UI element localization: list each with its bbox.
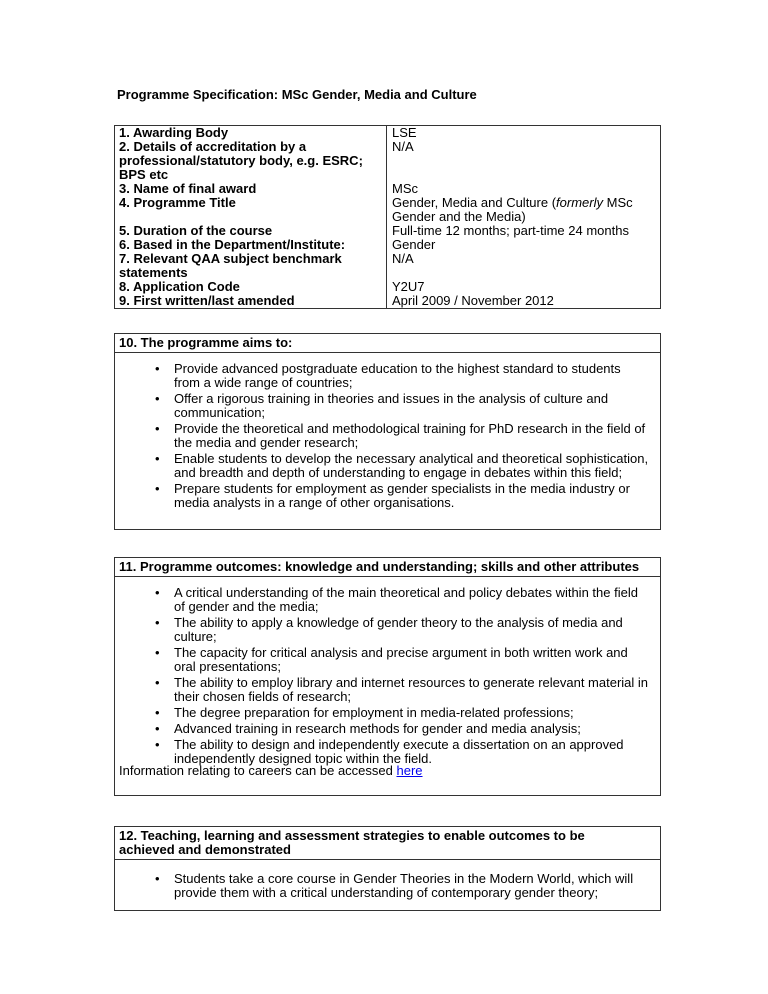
list-item-text: The capacity for critical analysis and precise argument in both written work and oral presentations; [174, 645, 628, 674]
list-item-text: The ability to apply a knowledge of gender theory to the analysis of media and culture; [174, 615, 623, 644]
list-item-text: The ability to employ library and internet resources to generate relevant material in their chosen fields of research; [174, 675, 649, 704]
list-item [115, 586, 660, 614]
bullet-icon: • [155, 615, 160, 630]
bullet-icon: • [155, 871, 160, 886]
list-item [115, 722, 660, 736]
list-item-text: A critical understanding of the main theoretical and policy debates within the field of gender and the media; [174, 585, 638, 614]
list-item-text: Prepare students for employment as gender specialists in the media industry or media analysts in a range of other organisations. [174, 481, 630, 510]
table-divider [386, 126, 387, 308]
section-programme-outcomes [114, 557, 661, 796]
bullet-icon: • [155, 421, 160, 436]
bullet-icon: • [155, 705, 160, 720]
programme-title-formerly: formerly [556, 195, 603, 210]
list-item [115, 482, 660, 510]
value-application-code: Y2U7 [392, 279, 425, 294]
label-final-award: 3. Name of final award [119, 181, 257, 196]
list-item-text: Offer a rigorous training in theories and issues in the analysis of culture and communication; [174, 391, 609, 420]
label-duration: 5. Duration of the course [119, 223, 273, 238]
list-item-text: Advanced training in research methods for gender and media analysis; [174, 721, 581, 736]
list-item [115, 452, 660, 480]
label-programme-title: 4. Programme Title [119, 195, 236, 210]
section-heading: 10. The programme aims to: [115, 334, 660, 353]
value-first-written: April 2009 / November 2012 [392, 293, 554, 308]
bullet-icon: • [155, 721, 160, 736]
value-duration: Full-time 12 months; part-time 24 months [392, 223, 629, 238]
bullet-icon: • [155, 391, 160, 406]
label-first-written: 9. First written/last amended [119, 293, 295, 308]
strategies-list [115, 872, 660, 900]
aims-list [115, 362, 660, 510]
bullet-icon: • [155, 481, 160, 496]
list-item-text: Provide the theoretical and methodological training for PhD research in the field of the media and gender research; [174, 421, 646, 450]
value-accreditation: N/A [392, 139, 414, 154]
list-item-text: The ability to design and independently execute a dissertation on an approved independently designed topic within the field. [174, 737, 624, 766]
list-item [115, 676, 660, 704]
value-programme-title [392, 196, 658, 224]
section-heading: 12. Teaching, learning and assessment strategies to enable outcomes to be achieved and demonstrated [115, 827, 660, 860]
value-department: Gender [392, 237, 436, 252]
list-item [115, 872, 660, 900]
label-department: 6. Based in the Department/Institute: [119, 237, 346, 252]
bullet-icon: • [155, 361, 160, 376]
list-item [115, 706, 660, 720]
label-qaa-benchmark: 7. Relevant QAA subject benchmark statements [119, 251, 342, 280]
outcomes-list [115, 586, 660, 766]
list-item [115, 646, 660, 674]
bullet-icon: • [155, 645, 160, 660]
list-item-text: The degree preparation for employment in media-related professions; [174, 705, 574, 720]
list-item [115, 616, 660, 644]
value-awarding-body: LSE [392, 125, 417, 140]
bullet-icon: • [155, 585, 160, 600]
value-qaa-benchmark: N/A [392, 251, 414, 266]
programme-title-text: Gender, Media and Culture ( [392, 195, 557, 210]
list-item [115, 422, 660, 450]
list-item [115, 362, 660, 390]
careers-note [119, 764, 423, 778]
label-accreditation: 2. Details of accreditation by a professional/statutory body, e.g. ESRC; BPS etc [119, 139, 363, 182]
careers-text: Information relating to careers can be accessed [119, 763, 397, 778]
document-title: Programme Specification: MSc Gender, Media and Culture [117, 87, 477, 102]
list-item-text: Enable students to develop the necessary analytical and theoretical sophistication, and breadth and depth of understanding to engage in debates within this field; [174, 451, 649, 480]
programme-title-former-name: MSc Gender and the Media) [392, 195, 633, 224]
careers-link[interactable]: here [396, 763, 423, 778]
bullet-icon: • [155, 675, 160, 690]
section-heading: 11. Programme outcomes: knowledge and understanding; skills and other attributes [115, 558, 660, 577]
section-programme-aims [114, 333, 661, 530]
programme-info-table [114, 125, 661, 309]
value-final-award: MSc [392, 181, 418, 196]
section-teaching-strategies [114, 826, 661, 911]
list-item-text: Students take a core course in Gender Theories in the Modern World, which will provide them with a critical understanding of contemporary gender theory; [174, 871, 634, 900]
list-item [115, 392, 660, 420]
bullet-icon: • [155, 451, 160, 466]
list-item [115, 738, 660, 766]
list-item-text: Provide advanced postgraduate education to the highest standard to students from a wide range of countries; [174, 361, 621, 390]
label-awarding-body: 1. Awarding Body [119, 125, 229, 140]
bullet-icon: • [155, 737, 160, 752]
label-application-code: 8. Application Code [119, 279, 240, 294]
